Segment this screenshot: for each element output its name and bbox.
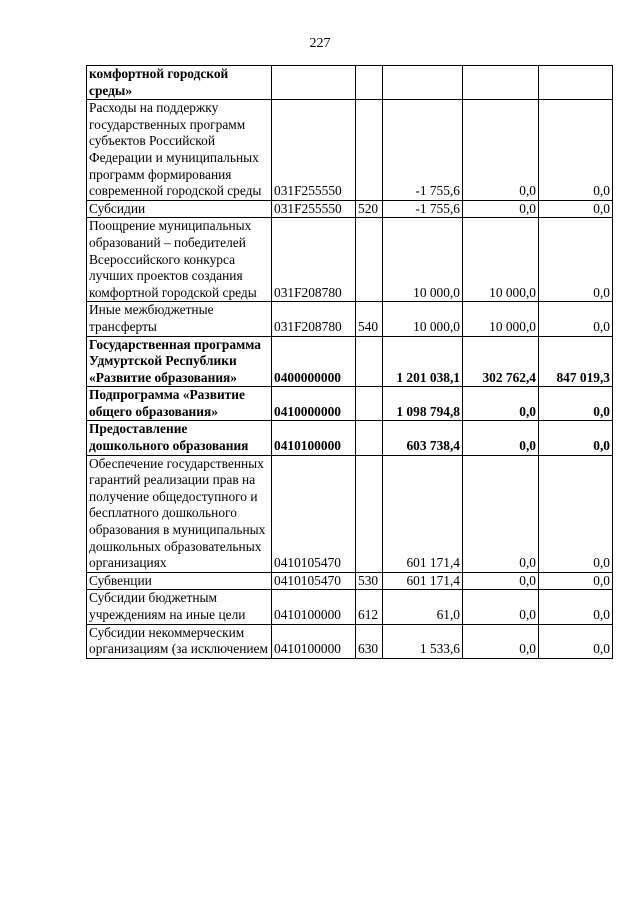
amount-cell-2: 0,0 (463, 100, 539, 201)
amount-cell-2: 0,0 (463, 387, 539, 421)
expense-name-cell: Субвенции (87, 572, 272, 590)
table-row (87, 100, 613, 201)
expense-type-code-cell: 530 (356, 572, 383, 590)
expense-name-cell: Предоставление дошкольного образования (87, 421, 272, 455)
target-article-code-cell: 0410000000 (272, 387, 356, 421)
amount-cell-2: 10 000,0 (463, 302, 539, 336)
amount-cell-3 (539, 66, 613, 100)
table-row (87, 421, 613, 455)
amount-cell-1: 1 201 038,1 (383, 336, 463, 387)
amount-cell-2: 0,0 (463, 624, 539, 658)
expense-name-cell: Субсидии некоммерческим организациям (за исключением (87, 624, 272, 658)
amount-cell-1: 1 098 794,8 (383, 387, 463, 421)
amount-cell-1: 603 738,4 (383, 421, 463, 455)
amount-cell-1: 601 171,4 (383, 572, 463, 590)
expense-name-cell: Государственная программа Удмуртской Республики «Развитие образования» (87, 336, 272, 387)
amount-cell-3: 0,0 (539, 590, 613, 624)
target-article-code-cell: 0410100000 (272, 590, 356, 624)
amount-cell-3: 847 019,3 (539, 336, 613, 387)
amount-cell-2: 10 000,0 (463, 218, 539, 302)
target-article-code-cell: 0410105470 (272, 455, 356, 572)
table-row (87, 624, 613, 658)
amount-cell-2: 0,0 (463, 572, 539, 590)
expense-type-code-cell: 612 (356, 590, 383, 624)
table-row (87, 572, 613, 590)
amount-cell-3: 0,0 (539, 200, 613, 218)
table-row (87, 455, 613, 572)
amount-cell-3: 0,0 (539, 218, 613, 302)
target-article-code-cell: 031F208780 (272, 218, 356, 302)
expense-name-cell: Субсидии (87, 200, 272, 218)
target-article-code-cell: 031F208780 (272, 302, 356, 336)
table-row (87, 336, 613, 387)
expense-type-code-cell: 540 (356, 302, 383, 336)
table-row (87, 66, 613, 100)
amount-cell-1: 10 000,0 (383, 218, 463, 302)
target-article-code-cell: 0400000000 (272, 336, 356, 387)
target-article-code-cell: 031F255550 (272, 200, 356, 218)
target-article-code-cell: 0410100000 (272, 624, 356, 658)
amount-cell-1: 1 533,6 (383, 624, 463, 658)
budget-table (86, 65, 613, 659)
table-row (87, 387, 613, 421)
budget-table-body (87, 66, 613, 659)
table-row (87, 302, 613, 336)
amount-cell-1: -1 755,6 (383, 100, 463, 201)
amount-cell-1 (383, 66, 463, 100)
expense-type-code-cell (356, 218, 383, 302)
amount-cell-2 (463, 66, 539, 100)
expense-name-cell: Расходы на поддержку государственных программ субъектов Российской Федерации и муниципальных программ формирования современной городской среды (87, 100, 272, 201)
amount-cell-3: 0,0 (539, 455, 613, 572)
expense-type-code-cell: 520 (356, 200, 383, 218)
amount-cell-1: 10 000,0 (383, 302, 463, 336)
table-row (87, 590, 613, 624)
amount-cell-3: 0,0 (539, 421, 613, 455)
expense-name-cell: Поощрение муниципальных образований – победителей Всероссийского конкурса лучших проектов создания комфортной городской среды (87, 218, 272, 302)
amount-cell-3: 0,0 (539, 387, 613, 421)
amount-cell-2: 0,0 (463, 421, 539, 455)
page-number: 227 (309, 36, 331, 51)
expense-type-code-cell (356, 387, 383, 421)
expense-name-cell: Иные межбюджетные трансферты (87, 302, 272, 336)
amount-cell-2: 0,0 (463, 590, 539, 624)
amount-cell-1: 61,0 (383, 590, 463, 624)
expense-name-cell: Подпрограмма «Развитие общего образования» (87, 387, 272, 421)
expense-name-cell: Субсидии бюджетным учреждениям на иные цели (87, 590, 272, 624)
expense-type-code-cell (356, 421, 383, 455)
table-row (87, 200, 613, 218)
expense-type-code-cell (356, 100, 383, 201)
amount-cell-1: 601 171,4 (383, 455, 463, 572)
amount-cell-2: 0,0 (463, 455, 539, 572)
table-row (87, 218, 613, 302)
expense-name-cell: Обеспечение государственных гарантий реализации прав на получение общедоступного и бесплатного дошкольного образования в муниципальных дошкольных образовательных организациях (87, 455, 272, 572)
target-article-code-cell: 0410100000 (272, 421, 356, 455)
amount-cell-2: 0,0 (463, 200, 539, 218)
expense-type-code-cell: 630 (356, 624, 383, 658)
expense-type-code-cell (356, 336, 383, 387)
amount-cell-2: 302 762,4 (463, 336, 539, 387)
target-article-code-cell: 0410105470 (272, 572, 356, 590)
amount-cell-1: -1 755,6 (383, 200, 463, 218)
expense-type-code-cell (356, 66, 383, 100)
amount-cell-3: 0,0 (539, 572, 613, 590)
target-article-code-cell: 031F255550 (272, 100, 356, 201)
amount-cell-3: 0,0 (539, 302, 613, 336)
amount-cell-3: 0,0 (539, 624, 613, 658)
expense-type-code-cell (356, 455, 383, 572)
expense-name-cell: комфортной городской среды» (87, 66, 272, 100)
amount-cell-3: 0,0 (539, 100, 613, 201)
target-article-code-cell (272, 66, 356, 100)
